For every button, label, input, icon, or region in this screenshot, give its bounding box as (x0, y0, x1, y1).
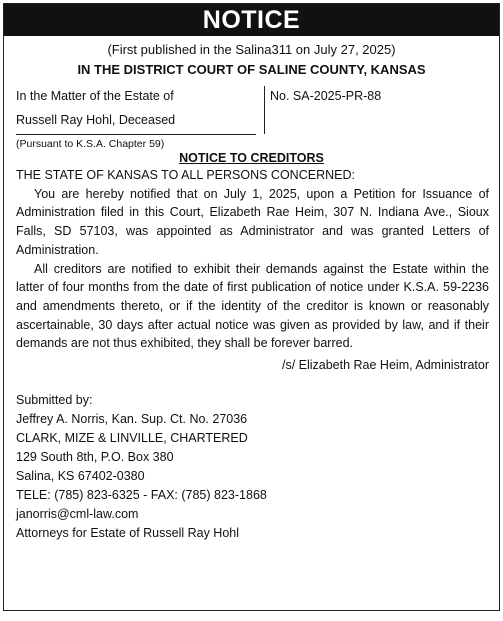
address-line-2: Salina, KS 67402-0380 (16, 468, 145, 483)
caption-matter (16, 86, 256, 128)
first-published-line: (First published in the Salina311 on July 27, 2025) (107, 42, 396, 57)
case-number: No. SA-2025-PR-88 (270, 89, 382, 103)
paragraph-creditors: All creditors are notified to exhibit their demands against the Estate within the latter of four months from the date of first publication of notice under K.S.A. 59-2236 and amendments thereto, or if the identity of the creditor is known or reasonably ascertainable, 30 days after actual notice was given as provided by law, and if their demands are not thus exhibited, they shall be forever barred. (16, 261, 489, 351)
attorney-name: Jeffrey A. Norris, Kan. Sup. Ct. No. 27036 (16, 411, 248, 426)
matter-line-1: In the Matter of the Estate of (16, 89, 174, 103)
salutation: THE STATE OF KANSAS TO ALL PERSONS CONCERNED: (16, 168, 355, 182)
notice-banner: NOTICE (4, 4, 499, 36)
address-line-1: 129 South 8th, P.O. Box 380 (16, 449, 174, 464)
case-caption (4, 86, 499, 150)
paragraph-appointment: You are hereby notified that on July 1, 2025, upon a Petition for Issuance of Administration filed in this Court, Elizabeth Rae Heim, 307 N. Indiana Ave., Sioux Falls, SD 57103, was appointed as Administrator and was granted Letters of Administration. (16, 186, 489, 257)
signature-line: /s/ Elizabeth Rae Heim, Administrator (281, 358, 489, 373)
caption-horizontal-rule (16, 134, 256, 135)
submitted-label: Submitted by: (16, 392, 93, 407)
phone-fax: TELE: (785) 823-6325 - FAX: (785) 823-1868 (16, 487, 267, 502)
submitted-by-block (4, 391, 499, 543)
caption-vertical-rule (264, 86, 265, 134)
attorneys-for: Attorneys for Estate of Russell Ray Hohl (16, 525, 240, 540)
matter-line-2: Russell Ray Hohl, Deceased (16, 113, 176, 127)
legal-notice (3, 3, 500, 611)
notice-body (4, 166, 499, 375)
court-title: IN THE DISTRICT COURT OF SALINE COUNTY, KANSAS (77, 62, 426, 77)
law-firm: CLARK, MIZE & LINVILLE, CHARTERED (16, 430, 248, 445)
email-address: janorris@cml-law.com (16, 506, 139, 521)
pursuant-note: (Pursuant to K.S.A. Chapter 59) (16, 138, 165, 150)
notice-heading: NOTICE TO CREDITORS (179, 151, 324, 165)
